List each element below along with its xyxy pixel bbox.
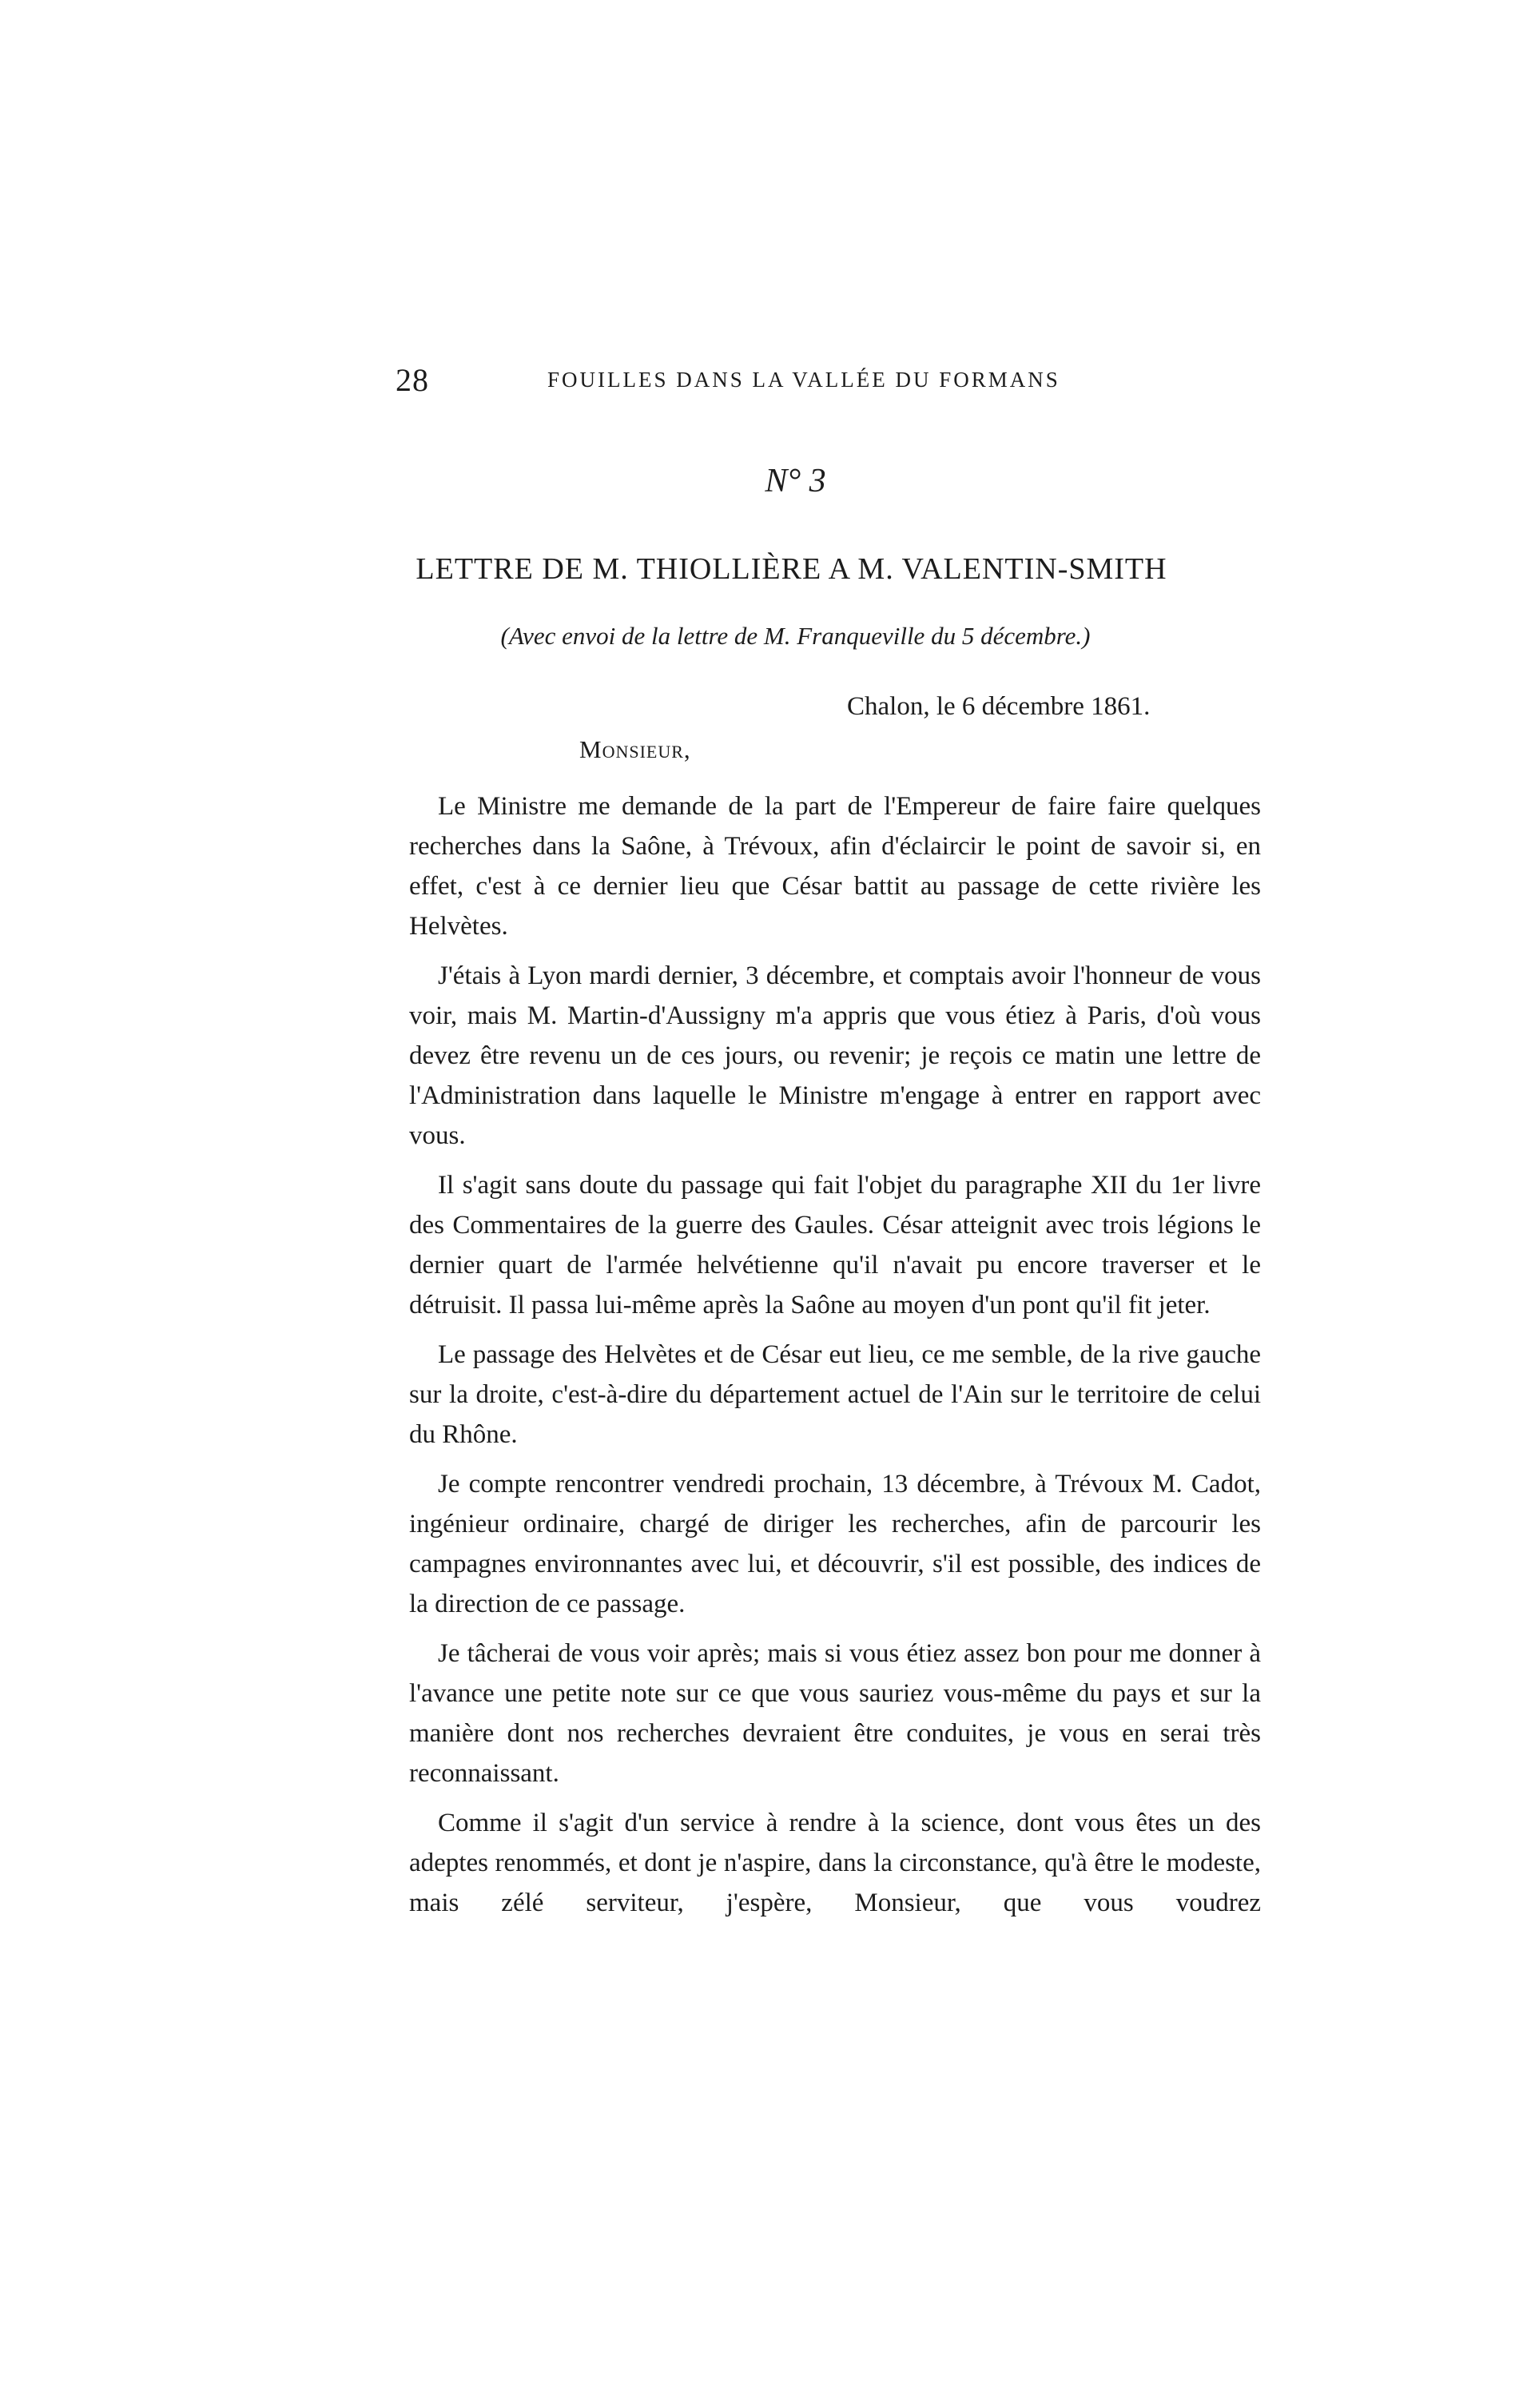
letter-body — [409, 786, 1261, 1932]
paragraph: Je tâcherai de vous voir après; mais si vous étiez assez bon pour me donner à l'avance une petite note sur ce que vous sauriez vous-même du pays et sur la manière dont nos recherches devraient être conduites, je vous en serai très reconnaissant. — [409, 1639, 1261, 1788]
paragraph: Le passage des Helvètes et de César eut lieu, ce me semble, de la rive gauche sur la droite, c'est-à-dire du département actuel de l'Ain sur le territoire de celui du Rhône. — [409, 1340, 1261, 1449]
dateline: Chalon, le 6 décembre 1861. — [847, 692, 1151, 721]
paragraph: Le Ministre me demande de la part de l'Empereur de faire faire quelques recherches dans la Saône, à Trévoux, afin d'éclaircir le point de savoir si, en effet, c'est à ce dernier lieu que César battit au passage de cette rivière les Helvètes. — [409, 792, 1261, 941]
document-number: N° 3 — [765, 463, 826, 500]
paragraph: J'étais à Lyon mardi dernier, 3 décembre, et comptais avoir l'honneur de vous voir, mais M. Martin-d'Aussigny m'a appris que vous étiez à Paris, d'où vous devez être revenu un de ces jours, ou revenir; je reçois ce matin une lettre de l'Administration dans laquelle le Ministre m'engage à entrer en rapport avec vous. — [409, 961, 1261, 1150]
letter-subtitle: (Avec envoi de la lettre de M. Franqueville du 5 décembre.) — [500, 622, 1091, 650]
running-title: FOUILLES DANS LA VALLÉE DU FORMANS — [547, 368, 1060, 392]
letter-title: LETTRE DE M. THIOLLIÈRE A M. VALENTIN-SMITH — [416, 552, 1167, 586]
salutation: Monsieur, — [579, 735, 691, 763]
page-number: 28 — [396, 362, 429, 398]
paragraph: Je compte rencontrer vendredi prochain, 13 décembre, à Trévoux M. Cadot, ingénieur ordinaire, chargé de diriger les recherches, afin de parcourir les campagnes environnantes avec lui, et découvrir, s'il est possible, des indices de la direction de ce passage. — [409, 1470, 1261, 1618]
paragraph: Comme il s'agit d'un service à rendre à la science, dont vous êtes un des adeptes renommés, et dont je n'aspire, dans la circonstance, qu'à être le modeste, mais zélé serviteur, j'espère, Monsieur, que vous voudrez — [409, 1809, 1261, 1917]
running-head — [396, 361, 1278, 409]
paragraph: Il s'agit sans doute du passage qui fait l'objet du paragraphe XII du 1er livre des Commentaires de la guerre des Gaules. César atteignit avec trois légions le dernier quart de l'armée helvétienne qu'il n'avait pu encore traverser et le détruisit. Il passa lui-même après la Saône au moyen d'un pont qu'il fit jeter. — [409, 1171, 1261, 1319]
